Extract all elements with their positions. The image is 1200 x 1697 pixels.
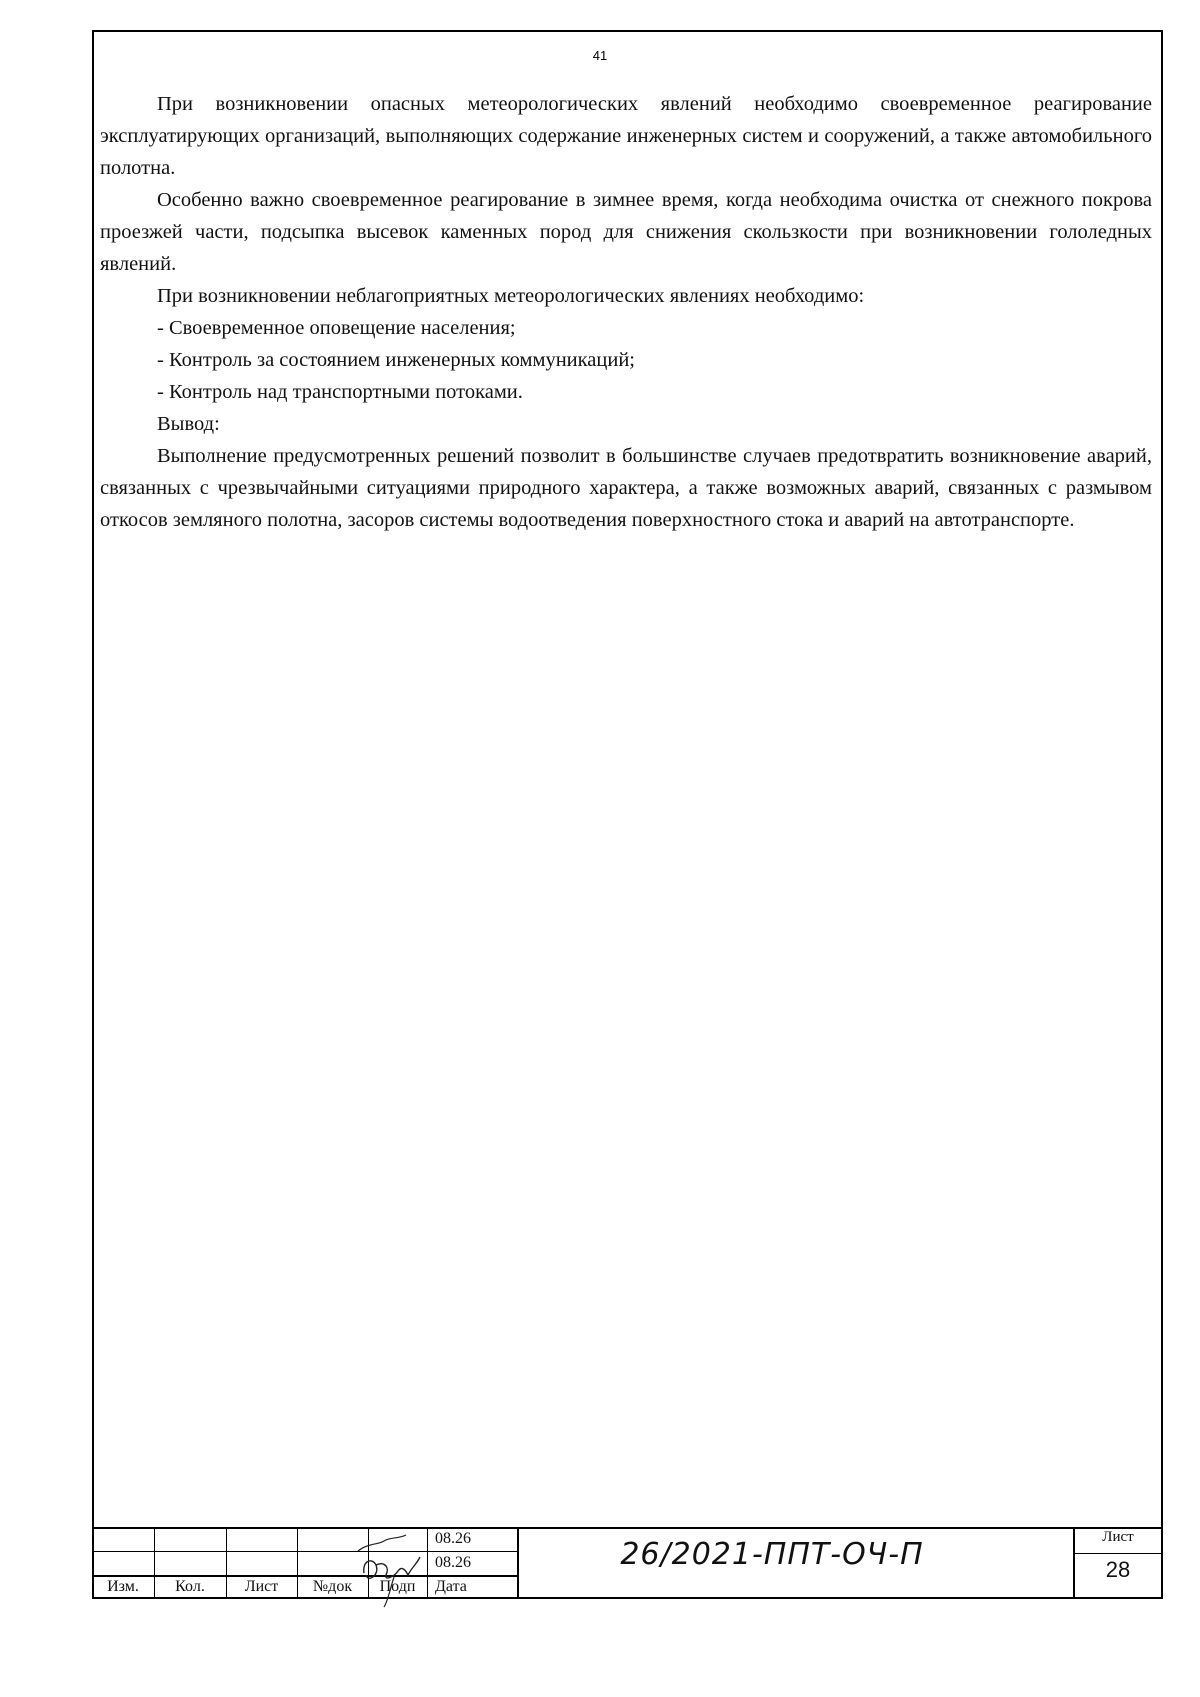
header-data: Дата — [435, 1578, 467, 1595]
paragraph: При возникновении опасных метеорологических явлений необходимо своевременное реагирование эксплуатирующих организаций, выполняющих содержание инженерных систем и сооружений, а также автомобильного полотна. — [100, 93, 1152, 179]
list-item: - Контроль над транспортными потоками. — [157, 381, 523, 403]
grid-line — [1073, 1553, 1163, 1554]
header-ndok: №док — [312, 1578, 353, 1595]
document-body — [100, 88, 1152, 536]
header-kol: Кол. — [175, 1578, 205, 1595]
header-izm: Изм. — [107, 1578, 139, 1595]
header-list: Лист — [244, 1578, 279, 1595]
signature-image — [354, 1531, 426, 1609]
conclusion-text: Выполнение предусмотренных решений позволит в большинстве случаев предотвратить возникновение аварий, связанных с чрезвычайными ситуациями природного характера, а также возможных аварий, связанных с размывом откосов земляного полотна, засоров системы водоотведения поверхностного стока и аварий на автотранспорте. — [100, 445, 1152, 531]
title-block — [92, 1527, 1163, 1599]
sheet-number: 28 — [1105, 1557, 1131, 1582]
list-item: - Своевременное оповещение населения; — [157, 317, 516, 339]
page-number: 41 — [592, 48, 608, 63]
date-cell: 08.26 — [435, 1530, 471, 1547]
header-podp: Подп — [379, 1578, 416, 1595]
list-item: - Контроль за состоянием инженерных коммуникаций; — [157, 349, 636, 371]
sheet-label: Лист — [1102, 1529, 1134, 1545]
document-code: 26/2021-ППТ-ОЧ-П — [620, 1537, 924, 1572]
paragraph: При возникновении неблагоприятных метеорологических явлениях необходимо: — [157, 285, 865, 307]
paragraph: Особенно важно своевременное реагирование в зимнее время, когда необходима очистка от снежного покрова проезжей части, подсыпка высевок каменных пород для снижения скользкости при возникновении гололедных явлений. — [100, 189, 1152, 275]
date-cell: 08.26 — [435, 1554, 471, 1571]
title-block-top-border — [92, 1527, 1163, 1529]
conclusion-heading: Вывод: — [157, 413, 220, 435]
